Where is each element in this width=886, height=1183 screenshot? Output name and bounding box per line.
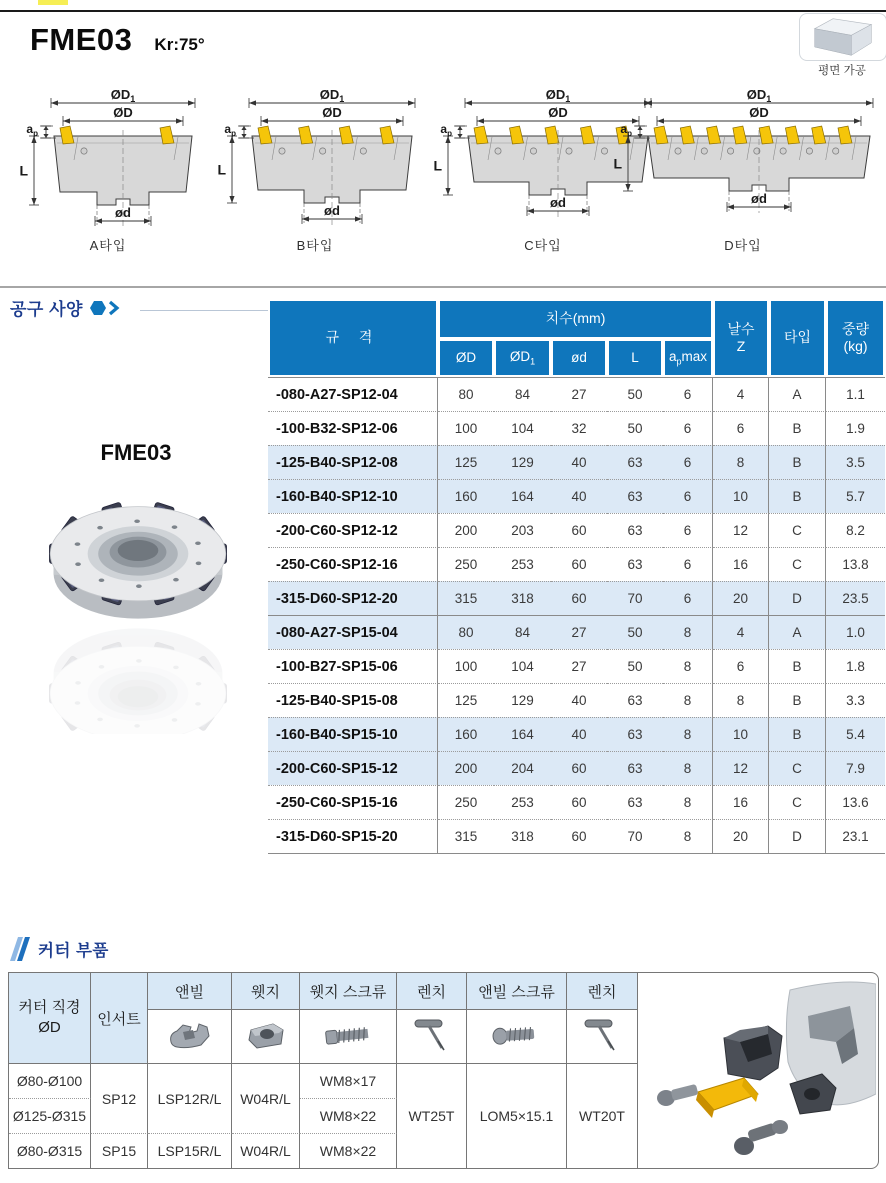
col-header-wrench-2: 렌치: [567, 973, 637, 1010]
spec-value-cell: 70: [607, 581, 663, 615]
spec-value-cell: 63: [607, 513, 663, 547]
spec-value-cell: 8: [663, 615, 713, 649]
spec-value-cell: 100: [438, 649, 494, 683]
anvil-cell: LSP15R/L: [148, 1133, 232, 1168]
spec-value-cell: 50: [607, 411, 663, 445]
spec-value-cell: 60: [551, 581, 607, 615]
diam-label-2: ØD: [38, 1019, 61, 1036]
insert-cell: SP15: [91, 1133, 148, 1168]
spec-value-cell: 125: [438, 683, 494, 717]
spec-row: [268, 411, 885, 445]
anvil-icon: [148, 1010, 232, 1064]
spec-row: [268, 581, 885, 615]
col-header-insert: 인서트: [91, 973, 148, 1064]
spec-value-cell: 8: [663, 717, 713, 751]
top-yellow-tab: [38, 0, 68, 5]
wedge-icon: [232, 1010, 300, 1064]
page-title: FME03: [30, 22, 133, 57]
spec-value-cell: 6: [663, 479, 713, 513]
wedge-screw-icon: [300, 1010, 397, 1064]
spec-value-cell: C: [769, 547, 826, 581]
svg-text:L: L: [19, 162, 28, 179]
spec-value-cell: 32: [551, 411, 607, 445]
svg-text:ap: $a_p$: [224, 122, 236, 138]
spec-value-cell: 8: [713, 683, 769, 717]
wedge-cell: W04R/L: [232, 1064, 300, 1133]
cube-icon: [812, 17, 874, 57]
spec-value-cell: D: [769, 819, 826, 854]
col-header-dim-0: ØD: [438, 339, 494, 377]
spec-value-cell: 1.0: [826, 615, 885, 649]
svg-text:ød: ød: [115, 205, 131, 220]
spec-code-cell: -250-C60-SP15-16: [268, 785, 438, 819]
spec-value-cell: 40: [551, 479, 607, 513]
spec-code-cell: -250-C60-SP12-16: [268, 547, 438, 581]
spec-value-cell: 200: [438, 513, 494, 547]
col-header-teeth: [713, 299, 769, 377]
weight-label: 중량: [842, 320, 870, 337]
wedge-screw-cell: WM8×22: [300, 1133, 397, 1168]
spec-value-cell: 6: [663, 445, 713, 479]
spec-value-cell: 80: [438, 377, 494, 411]
spec-value-cell: 70: [607, 819, 663, 854]
spec-value-cell: 5.4: [826, 717, 885, 751]
diam-label-1: 커터 직경: [18, 998, 81, 1016]
spec-value-cell: 250: [438, 785, 494, 819]
spec-code-cell: -080-A27-SP12-04: [268, 377, 438, 411]
col-header-cutter-diameter: [9, 973, 91, 1064]
spec-value-cell: 315: [438, 819, 494, 854]
spec-value-cell: 40: [551, 445, 607, 479]
spec-value-cell: 200: [438, 751, 494, 785]
t-wrench-icon-2: [567, 1010, 637, 1064]
parts-table: [9, 973, 637, 1168]
cutter-drawing-a: [10, 90, 206, 230]
spec-value-cell: 60: [551, 513, 607, 547]
spec-section-label: [10, 295, 122, 320]
spec-value-cell: 50: [607, 615, 663, 649]
spec-value-cell: 1.8: [826, 649, 885, 683]
col-header-dim-1: $ØD_1$: [494, 339, 551, 377]
spec-value-cell: 6: [663, 547, 713, 581]
assembly-illustration: [640, 976, 876, 1166]
spec-value-cell: 84: [494, 377, 551, 411]
wrench-cell: WT25T: [397, 1064, 467, 1168]
spec-value-cell: B: [769, 479, 826, 513]
cutter-drawing-d: [604, 90, 882, 230]
cutter-drawing-b: [206, 90, 424, 230]
drawings-row: [0, 90, 886, 253]
spec-value-cell: 253: [494, 547, 551, 581]
col-header-anvil: 앤빌: [148, 973, 232, 1010]
spec-value-cell: C: [769, 785, 826, 819]
spec-value-cell: 1.9: [826, 411, 885, 445]
spec-value-cell: 4: [713, 377, 769, 411]
col-header-dim-2: ød: [551, 339, 607, 377]
wedge-cell: W04R/L: [232, 1133, 300, 1168]
svg-text:ØD1: $ØD_1$: [319, 90, 345, 104]
page-header: [30, 22, 205, 58]
diam-range-cell: Ø80-Ø315: [9, 1133, 91, 1168]
wedge-screw-cell: WM8×17: [300, 1064, 397, 1098]
spec-code-cell: -100-B32-SP12-06: [268, 411, 438, 445]
spec-value-cell: B: [769, 683, 826, 717]
col-header-dims-group: 치수(mm): [438, 299, 713, 339]
spec-value-cell: 12: [713, 513, 769, 547]
spec-row: [268, 615, 885, 649]
spec-value-cell: 104: [494, 649, 551, 683]
col-header-wrench: 렌치: [397, 973, 467, 1010]
spec-row: [268, 649, 885, 683]
spec-value-cell: 203: [494, 513, 551, 547]
drawing-type-label: B타입: [296, 238, 334, 253]
weight-unit: (kg): [843, 338, 868, 354]
svg-text:ØD1: $ØD_1$: [545, 90, 571, 104]
parts-section-title: 커터 부품: [38, 942, 109, 960]
spec-value-cell: 164: [494, 479, 551, 513]
cutter-photo: [18, 466, 258, 734]
spec-row: [268, 377, 885, 411]
svg-text:ød: ød: [324, 203, 340, 218]
spec-value-cell: 23.1: [826, 819, 885, 854]
section-marker-icon: [90, 300, 122, 316]
spec-row: [268, 683, 885, 717]
teeth-symbol: Z: [736, 338, 746, 354]
spec-value-cell: 63: [607, 547, 663, 581]
section-leader-line: [140, 310, 268, 311]
spec-value-cell: 63: [607, 683, 663, 717]
svg-text:ap: $a_p$: [26, 122, 38, 138]
parts-assembly-photo: [638, 972, 879, 1169]
spec-value-cell: 27: [551, 649, 607, 683]
spec-value-cell: 253: [494, 785, 551, 819]
spec-value-cell: 63: [607, 445, 663, 479]
spec-row: [268, 819, 885, 854]
spec-value-cell: 6: [663, 513, 713, 547]
spec-row: [268, 479, 885, 513]
spec-value-cell: 100: [438, 411, 494, 445]
spec-code-cell: -125-B40-SP15-08: [268, 683, 438, 717]
spec-value-cell: 8: [663, 785, 713, 819]
spec-value-cell: 23.5: [826, 581, 885, 615]
svg-text:ØD: ØD: [322, 105, 342, 120]
col-header-wedge: 웻지: [232, 973, 300, 1010]
spec-value-cell: 40: [551, 717, 607, 751]
spec-value-cell: 250: [438, 547, 494, 581]
spec-table-wrap: [268, 299, 885, 854]
spec-code-cell: -100-B27-SP15-06: [268, 649, 438, 683]
spec-code-cell: -125-B40-SP12-08: [268, 445, 438, 479]
spec-value-cell: B: [769, 445, 826, 479]
spec-value-cell: 63: [607, 717, 663, 751]
spec-value-cell: 50: [607, 377, 663, 411]
spec-value-cell: 60: [551, 547, 607, 581]
spec-value-cell: 16: [713, 785, 769, 819]
spec-section-title: 공구 사양: [10, 300, 83, 319]
top-rule: [0, 10, 886, 12]
spec-row: [268, 547, 885, 581]
spec-value-cell: 6: [713, 649, 769, 683]
drawing-block-b: [206, 90, 424, 254]
spec-value-cell: 60: [551, 751, 607, 785]
col-header-anvil-screw: 앤빌 스크류: [467, 973, 567, 1010]
spec-value-cell: 8: [713, 445, 769, 479]
spec-value-cell: 13.8: [826, 547, 885, 581]
spec-value-cell: 20: [713, 819, 769, 854]
spec-value-cell: B: [769, 411, 826, 445]
spec-value-cell: 20: [713, 581, 769, 615]
spec-value-cell: 27: [551, 377, 607, 411]
spec-value-cell: 3.3: [826, 683, 885, 717]
spec-value-cell: 8: [663, 751, 713, 785]
svg-text:L: L: [613, 155, 622, 172]
parts-table-wrap: [8, 972, 638, 1169]
spec-value-cell: 315: [438, 581, 494, 615]
col-header-spec: 규 격: [268, 299, 438, 377]
slash-icon: [10, 936, 30, 962]
spec-value-cell: C: [769, 513, 826, 547]
svg-text:ap: $a_p$: [620, 122, 632, 138]
spec-value-cell: 5.7: [826, 479, 885, 513]
machining-label: 평면 가공: [818, 65, 866, 77]
insert-cell: SP12: [91, 1064, 148, 1133]
spec-value-cell: 8.2: [826, 513, 885, 547]
svg-text:ØD: ØD: [113, 105, 133, 120]
spec-value-cell: A: [769, 615, 826, 649]
spec-code-cell: -080-A27-SP15-04: [268, 615, 438, 649]
col-header-wedge-screw: 웻지 스크류: [300, 973, 397, 1010]
spec-value-cell: 160: [438, 479, 494, 513]
drawing-block-a: [10, 90, 206, 254]
spec-value-cell: 84: [494, 615, 551, 649]
drawing-block-d: [604, 90, 882, 254]
spec-value-cell: 8: [663, 819, 713, 854]
svg-text:L: L: [433, 157, 442, 174]
spec-value-cell: D: [769, 581, 826, 615]
col-header-dim-4: $a_p\max$: [663, 339, 713, 377]
spec-value-cell: 12: [713, 751, 769, 785]
spec-value-cell: A: [769, 377, 826, 411]
spec-value-cell: 3.5: [826, 445, 885, 479]
anvil-cell: LSP12R/L: [148, 1064, 232, 1133]
spec-value-cell: 6: [663, 411, 713, 445]
spec-value-cell: 8: [663, 683, 713, 717]
spec-value-cell: 6: [663, 377, 713, 411]
diam-range-cell: Ø125-Ø315: [9, 1098, 91, 1133]
svg-text:ØD1: $ØD_1$: [746, 90, 772, 104]
svg-text:ØD: ØD: [749, 105, 769, 120]
svg-text:ød: ød: [550, 195, 566, 210]
svg-text:ØD1: $ØD_1$: [110, 90, 136, 104]
wedge-screw-cell: WM8×22: [300, 1098, 397, 1133]
page-subtitle: Kr:75°: [154, 35, 205, 54]
spec-code-cell: -160-B40-SP12-10: [268, 479, 438, 513]
anvil-screw-icon: [467, 1010, 567, 1064]
spec-value-cell: 129: [494, 445, 551, 479]
col-header-weight: [826, 299, 885, 377]
spec-value-cell: B: [769, 717, 826, 751]
spec-value-cell: 318: [494, 819, 551, 854]
spec-value-cell: 318: [494, 581, 551, 615]
spec-value-cell: 129: [494, 683, 551, 717]
drawing-type-label: D타입: [724, 238, 762, 253]
spec-row: [268, 513, 885, 547]
spec-value-cell: 63: [607, 785, 663, 819]
spec-value-cell: 164: [494, 717, 551, 751]
spec-value-cell: 8: [663, 649, 713, 683]
spec-value-cell: 13.6: [826, 785, 885, 819]
spec-value-cell: 160: [438, 717, 494, 751]
spec-value-cell: 7.9: [826, 751, 885, 785]
spec-value-cell: 40: [551, 683, 607, 717]
spec-value-cell: 16: [713, 547, 769, 581]
product-photo: [18, 466, 258, 739]
spec-row: [268, 445, 885, 479]
teeth-label: 날수: [727, 320, 755, 337]
spec-value-cell: C: [769, 751, 826, 785]
wrench-cell-2: WT20T: [567, 1064, 637, 1168]
spec-value-cell: 63: [607, 751, 663, 785]
spec-code-cell: -315-D60-SP12-20: [268, 581, 438, 615]
diam-range-cell: Ø80-Ø100: [9, 1064, 91, 1098]
spec-value-cell: 63: [607, 479, 663, 513]
spec-value-cell: 204: [494, 751, 551, 785]
spec-row: [268, 785, 885, 819]
spec-value-cell: 10: [713, 717, 769, 751]
t-wrench-icon: [397, 1010, 467, 1064]
col-header-dim-3: L: [607, 339, 663, 377]
spec-value-cell: 80: [438, 615, 494, 649]
machining-icon-box: [799, 13, 886, 61]
spec-value-cell: 4: [713, 615, 769, 649]
svg-text:ød: ød: [751, 191, 767, 206]
spec-value-cell: 6: [663, 581, 713, 615]
spec-value-cell: 27: [551, 615, 607, 649]
col-header-type: 타입: [769, 299, 826, 377]
spec-value-cell: 1.1: [826, 377, 885, 411]
spec-row: [268, 751, 885, 785]
spec-code-cell: -315-D60-SP15-20: [268, 819, 438, 854]
spec-value-cell: 6: [713, 411, 769, 445]
spec-table: [268, 299, 885, 854]
product-label: FME03: [100, 440, 172, 465]
spec-value-cell: 10: [713, 479, 769, 513]
svg-text:ØD: ØD: [548, 105, 568, 120]
spec-value-cell: B: [769, 649, 826, 683]
spec-value-cell: 60: [551, 819, 607, 854]
svg-text:ap: $a_p$: [440, 122, 452, 138]
section-divider: [0, 286, 886, 288]
svg-text:L: L: [217, 161, 226, 178]
spec-value-cell: 104: [494, 411, 551, 445]
drawing-type-label: C타입: [524, 238, 562, 253]
anvil-screw-cell: LOM5×15.1: [467, 1064, 567, 1168]
drawing-type-label: A타입: [89, 238, 127, 253]
parts-section-label: [10, 936, 109, 962]
spec-code-cell: -200-C60-SP12-12: [268, 513, 438, 547]
spec-code-cell: -160-B40-SP15-10: [268, 717, 438, 751]
spec-value-cell: 50: [607, 649, 663, 683]
spec-code-cell: -200-C60-SP15-12: [268, 751, 438, 785]
spec-row: [268, 717, 885, 751]
spec-value-cell: 125: [438, 445, 494, 479]
parts-area: [8, 972, 879, 1169]
spec-value-cell: 60: [551, 785, 607, 819]
